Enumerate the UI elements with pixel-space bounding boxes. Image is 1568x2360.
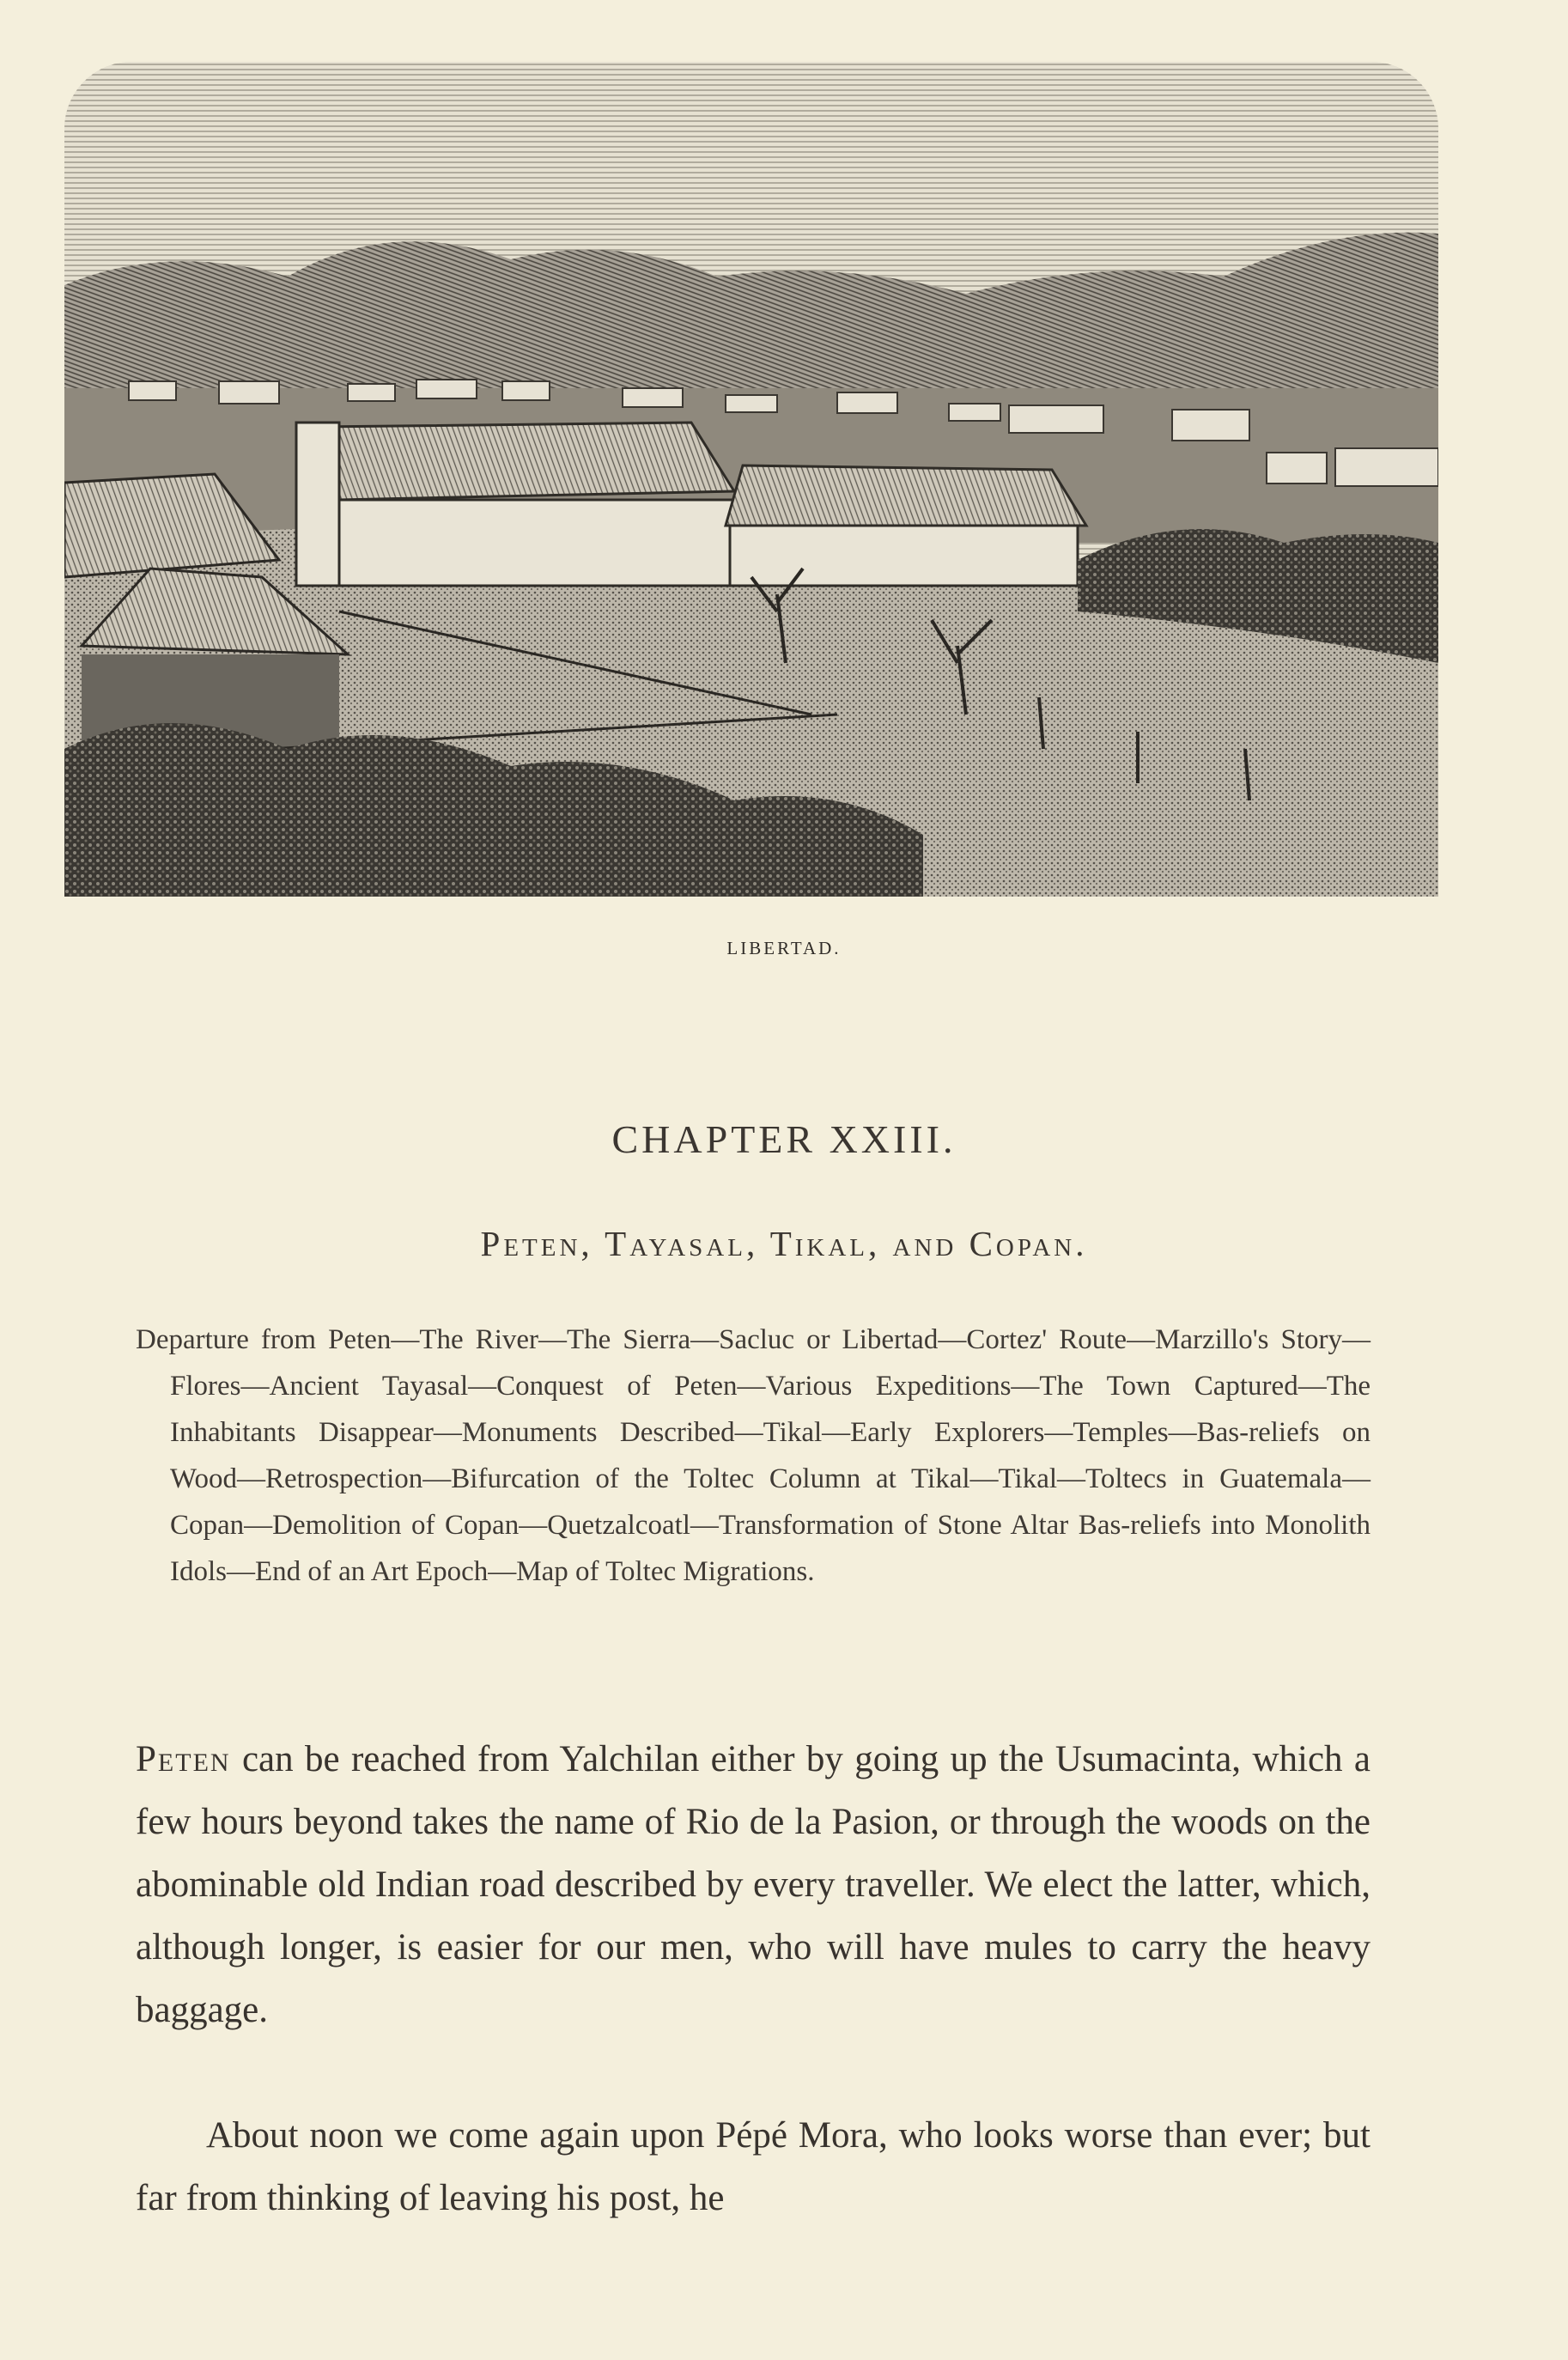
illustration-caption: LIBERTAD. [726,938,842,958]
paragraph-lead-word: Peten [136,1739,231,1779]
chapter-title: CHAPTER XXIII. [611,1117,957,1161]
engraving-landscape-village [64,62,1438,897]
engraving-image [64,62,1438,897]
chapter-subtitle: Peten, Tayasal, Tikal, and Copan. [480,1224,1088,1263]
paragraph-2: About noon we come again upon Pépé Mora, who looks worse than ever; but far from thinking of leaving his post, he [136,2115,1370,2218]
chapter-summary: Departure from Peten—The River—The Sierra—Sacluc or Libertad—Cortez' Route—Marzillo's Story—Flores—Ancient Tayasal—Conquest of Peten—Various Expeditions—The Town Captured—The Inhabitants Disappear—Monuments Described—Tikal—Early Explorers—Temples—Bas-reliefs on Wood—Retrospection—Bifurcation of the Toltec Column at Tikal—Tikal—Toltecs in Guatemala—Copan—Demolition of Copan—Quetzalcoatl—Transformation of Stone Altar Bas-reliefs into Monolith Idols—End of an Art Epoch—Map of Toltec Migrations. [136,1324,1370,1587]
paragraph-1 [136,1728,1370,2041]
paragraph-1-text: can be reached from Yalchilan either by going up the Usumacinta, which a few hours beyond takes the name of Rio de la Pasion, or through the woods on the abominable old Indian road described by every traveller. We elect the latter, which, although longer, is easier for our men, who will have mules to carry the heavy baggage. [136,1739,1370,2030]
